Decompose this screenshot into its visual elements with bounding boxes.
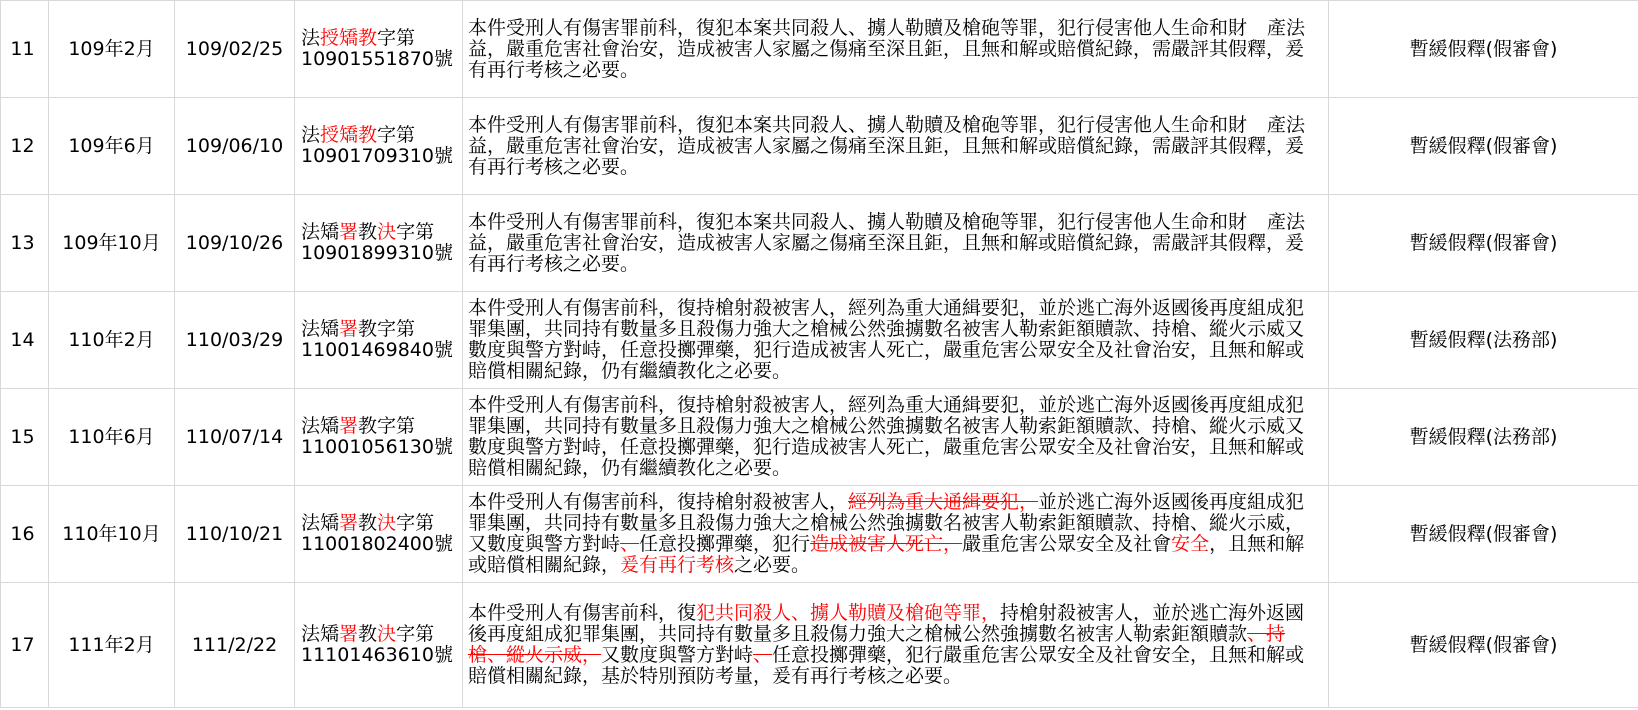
table-row (1, 98, 1638, 195)
document-serial: 11101463610號 (301, 644, 453, 666)
decision-reason (463, 486, 1329, 583)
reason-segment: 本件受刑人有傷害罪前科，復犯本案共同殺人、擄人勒贖及槍砲等罪，犯行侵害他人生命和財 (468, 113, 1248, 136)
review-month: 110年10月 (49, 486, 175, 583)
document-prefix-segment: 決 (377, 221, 397, 243)
document-prefix-segment: 教 (358, 623, 378, 645)
document-prefix-segment: 字第 (396, 512, 435, 534)
decision-date: 110/10/21 (175, 486, 295, 583)
document-prefix-segment: 法矯 (301, 512, 340, 534)
document-prefix-segment: 授矯教 (320, 27, 378, 49)
document-prefix-segment: 法矯 (301, 221, 340, 243)
document-prefix-segment: 決 (377, 623, 397, 645)
reason-segment: 本件受刑人有傷害前科，復 (468, 602, 697, 624)
row-number: 14 (1, 292, 49, 389)
reason-segment: 並於逃亡海外返國後再度組成犯罪集團，共同持有數量多且殺傷力強大之槍械公然強擄數名被害人勒索鉅額贖款、持槍、縱火示威，又數度與警方對峙 (468, 491, 1305, 555)
decision-reason (463, 583, 1329, 708)
decision-result: 暫緩假釋(假審會) (1329, 98, 1638, 195)
reason-segment: 安全 (1171, 533, 1210, 555)
table-row (1, 583, 1638, 708)
reason-segment: 產法益，嚴重危害社會治安，造成被害人家屬之傷痛至深且鉅，且無和解或賠償紀錄，需嚴評其假釋，爰有再行考核之必要。 (468, 210, 1306, 275)
document-prefix-segment: 授矯教 (320, 124, 378, 146)
review-month: 109年2月 (49, 1, 175, 98)
document-number (295, 583, 463, 708)
decision-date: 109/10/26 (175, 195, 295, 292)
document-prefix (301, 624, 462, 645)
document-prefix-segment: 教 (358, 221, 378, 243)
decision-result: 暫緩假釋(法務部) (1329, 389, 1638, 486)
review-month: 109年6月 (49, 98, 175, 195)
document-prefix-segment: 法矯 (301, 318, 340, 340)
row-number: 16 (1, 486, 49, 583)
table-body (1, 1, 1638, 708)
table-row (1, 389, 1638, 486)
reason-segment: 產法益，嚴重危害社會治安，造成被害人家屬之傷痛至深且鉅，且無和解或賠償紀錄，需嚴評其假釋，爰有再行考核之必要。 (468, 16, 1306, 81)
decision-result: 暫緩假釋(假審會) (1329, 195, 1638, 292)
decision-date: 110/07/14 (175, 389, 295, 486)
review-month: 110年6月 (49, 389, 175, 486)
reason-segment: ，且無和解或賠償相關紀錄， (468, 533, 1305, 576)
document-serial: 11001056130號 (301, 436, 453, 458)
document-prefix (301, 28, 462, 49)
decision-reason (463, 195, 1329, 292)
row-number: 13 (1, 195, 49, 292)
table-row (1, 195, 1638, 292)
decision-result: 暫緩假釋(假審會) (1329, 1, 1638, 98)
document-prefix-segment: 署 (339, 623, 359, 645)
document-prefix-segment: 法 (301, 124, 321, 146)
decision-date: 111/2/22 (175, 583, 295, 708)
reason-segment: 本件受刑人有傷害前科，復持槍射殺被害人， (468, 491, 849, 513)
row-number: 11 (1, 1, 49, 98)
document-prefix-segment: 法矯 (301, 415, 340, 437)
decision-result: 暫緩假釋(法務部) (1329, 292, 1638, 389)
decision-date: 109/02/25 (175, 1, 295, 98)
document-number (295, 486, 463, 583)
decision-result: 暫緩假釋(假審會) (1329, 583, 1638, 708)
reason-segment: 產法益，嚴重危害社會治安，造成被害人家屬之傷痛至深且鉅，且無和解或賠償紀錄，需嚴評其假釋，爰有再行考核之必要。 (468, 113, 1306, 178)
document-serial: 10901709310號 (301, 145, 453, 167)
reason-segment: 經列為重大通緝要犯， (848, 491, 1039, 513)
reason-segment: 、 (753, 644, 773, 666)
document-prefix (301, 125, 462, 146)
reason-segment: 本件受刑人有傷害前科，復持槍射殺被害人，經列為重大通緝要犯，並於逃亡海外返國後再度組成犯罪集團，共同持有數量多且殺傷力強大之槍械公然強擄數名被害人勒索鉅額贖款、持槍、縱火示威又數度與警方對峙，任意投擲彈藥，犯行造成被害人死亡，嚴重危害公眾安全及社會治安，且無和解或賠償相關紀錄，仍有繼續教化之必要。 (468, 394, 1305, 479)
document-prefix-segment: 教 (358, 512, 378, 534)
reason-segment: 本件受刑人有傷害罪前科，復犯本案共同殺人、擄人勒贖及槍砲等罪，犯行侵害他人生命和財 (468, 210, 1248, 233)
document-prefix (301, 222, 462, 243)
document-prefix (301, 416, 462, 437)
row-number: 15 (1, 389, 49, 486)
reason-segment: 之必要。 (734, 554, 811, 576)
table-row (1, 1, 1638, 98)
decision-date: 109/06/10 (175, 98, 295, 195)
decision-reason (463, 389, 1329, 486)
document-prefix-segment: 署 (339, 512, 359, 534)
reason-segment: 、持槍、縱火示威， (468, 623, 1286, 666)
document-prefix-segment: 教字第 (358, 415, 416, 437)
document-prefix (301, 513, 462, 534)
document-prefix-segment: 決 (377, 512, 397, 534)
document-serial: 11001469840號 (301, 339, 453, 361)
reason-segment: 任意投擲彈藥，犯行嚴重危害公眾安全及社會安全，且無和解或賠償相關紀錄，基於特別預防考量，爰有再行考核之必要。 (468, 644, 1305, 687)
reason-segment: 持槍射殺被害人，並於逃亡海外返國後再度組成犯罪集團，共同持有數量多且殺傷力強大之槍械公然強擄數名被害人勒索鉅額贖款 (468, 602, 1305, 645)
document-prefix (301, 319, 462, 340)
reason-segment: 造成被害人死亡， (810, 533, 963, 555)
decision-reason (463, 98, 1329, 195)
document-number (295, 1, 463, 98)
document-prefix-segment: 教字第 (358, 318, 416, 340)
table-row (1, 292, 1638, 389)
document-prefix-segment: 法 (301, 27, 321, 49)
row-number: 12 (1, 98, 49, 195)
reason-segment: 犯共同殺人、擄人勒贖及槍砲等罪， (696, 602, 1001, 624)
document-number (295, 98, 463, 195)
document-serial: 10901551870號 (301, 48, 453, 70)
reason-segment: 本件受刑人有傷害罪前科，復犯本案共同殺人、擄人勒贖及槍砲等罪，犯行侵害他人生命和財 (468, 16, 1248, 39)
reason-segment: 又數度與警方對峙 (601, 644, 754, 666)
document-serial: 11001802400號 (301, 533, 453, 555)
table-row (1, 486, 1638, 583)
document-prefix-segment: 字第 (396, 623, 435, 645)
decision-date: 110/03/29 (175, 292, 295, 389)
document-prefix-segment: 署 (339, 221, 359, 243)
document-prefix-segment: 署 (339, 318, 359, 340)
row-number: 17 (1, 583, 49, 708)
review-month: 110年2月 (49, 292, 175, 389)
document-serial: 10901899310號 (301, 242, 453, 264)
document-number (295, 292, 463, 389)
decision-reason (463, 292, 1329, 389)
reason-segment: 嚴重危害公眾安全及社會 (962, 533, 1172, 555)
reason-segment: 本件受刑人有傷害前科，復持槍射殺被害人，經列為重大通緝要犯，並於逃亡海外返國後再度組成犯罪集團，共同持有數量多且殺傷力強大之槍械公然強擄數名被害人勒索鉅額贖款、持槍、縱火示威又數度與警方對峙，任意投擲彈藥，犯行造成被害人死亡，嚴重危害公眾安全及社會治安，且無和解或賠償相關紀錄，仍有繼續教化之必要。 (468, 297, 1305, 382)
document-number (295, 389, 463, 486)
review-month: 111年2月 (49, 583, 175, 708)
document-prefix-segment: 字第 (377, 27, 416, 49)
reason-segment: 任意投擲彈藥，犯行 (639, 533, 811, 555)
document-prefix-segment: 署 (339, 415, 359, 437)
document-prefix-segment: 字第 (396, 221, 435, 243)
decision-reason (463, 1, 1329, 98)
document-number (295, 195, 463, 292)
decision-result: 暫緩假釋(假審會) (1329, 486, 1638, 583)
document-prefix-segment: 法矯 (301, 623, 340, 645)
reason-segment: 、 (620, 533, 640, 555)
review-month: 109年10月 (49, 195, 175, 292)
document-prefix-segment: 字第 (377, 124, 416, 146)
reason-segment: 爰有再行考核 (620, 554, 735, 576)
